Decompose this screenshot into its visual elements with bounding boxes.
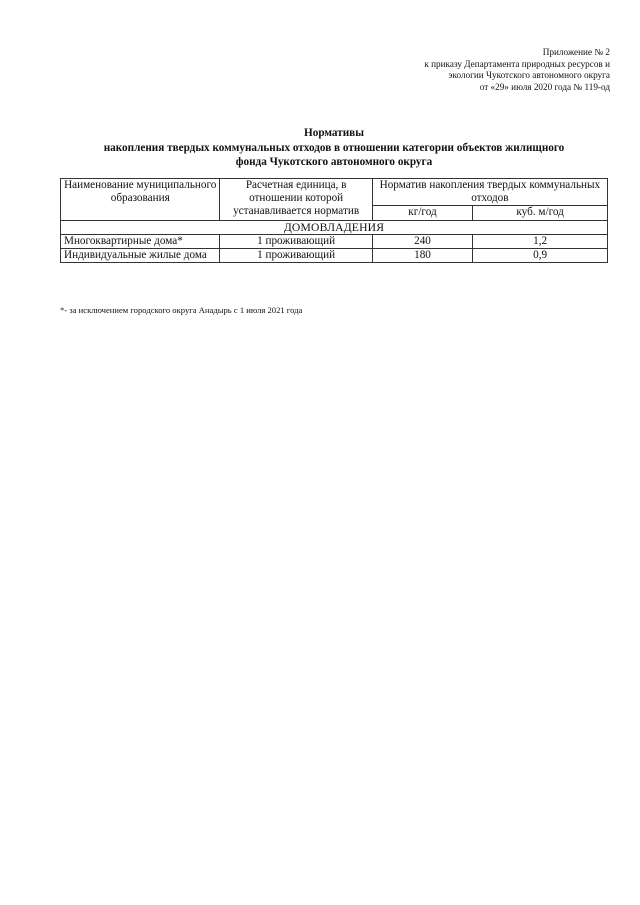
title-line: Нормативы <box>304 127 364 139</box>
table-row <box>61 249 608 263</box>
header-municipality: Наименование муниципального образования <box>61 179 220 221</box>
footnote: *- за исключением городского округа Анадырь с 1 июля 2021 года <box>60 305 303 315</box>
document-title <box>60 126 608 170</box>
table-row <box>61 234 608 248</box>
norms-table <box>60 178 608 263</box>
table-header-row <box>61 179 608 206</box>
appendix-line: от «29» июля 2020 года № 119-од <box>479 81 610 92</box>
row-name: Индивидуальные жилые дома <box>61 249 220 263</box>
appendix-line: к приказу Департамента природных ресурсов и <box>424 58 610 69</box>
row-m3: 0,9 <box>473 249 608 263</box>
header-kg-per-year: кг/год <box>372 206 472 220</box>
section-title: ДОМОВЛАДЕНИЯ <box>61 220 608 234</box>
header-unit: Расчетная единица, в отношении которой устанавливается норматив <box>220 179 372 221</box>
row-unit: 1 проживающий <box>220 249 372 263</box>
section-row <box>61 220 608 234</box>
row-name: Многоквартирные дома* <box>61 234 220 248</box>
appendix-line: экологии Чукотского автономного округа <box>448 70 610 81</box>
header-norm: Норматив накопления твердых коммунальных отходов <box>372 179 607 206</box>
row-kg: 240 <box>372 234 472 248</box>
title-line: накопления твердых коммунальных отходов в отношении категории объектов жилищного <box>103 141 565 154</box>
appendix-header <box>424 47 610 93</box>
row-unit: 1 проживающий <box>220 234 372 248</box>
appendix-line: Приложение № 2 <box>542 47 610 57</box>
header-m3-per-year: куб. м/год <box>473 206 608 220</box>
title-line: фонда Чукотского автономного округа <box>235 156 433 168</box>
row-kg: 180 <box>372 249 472 263</box>
row-m3: 1,2 <box>473 234 608 248</box>
